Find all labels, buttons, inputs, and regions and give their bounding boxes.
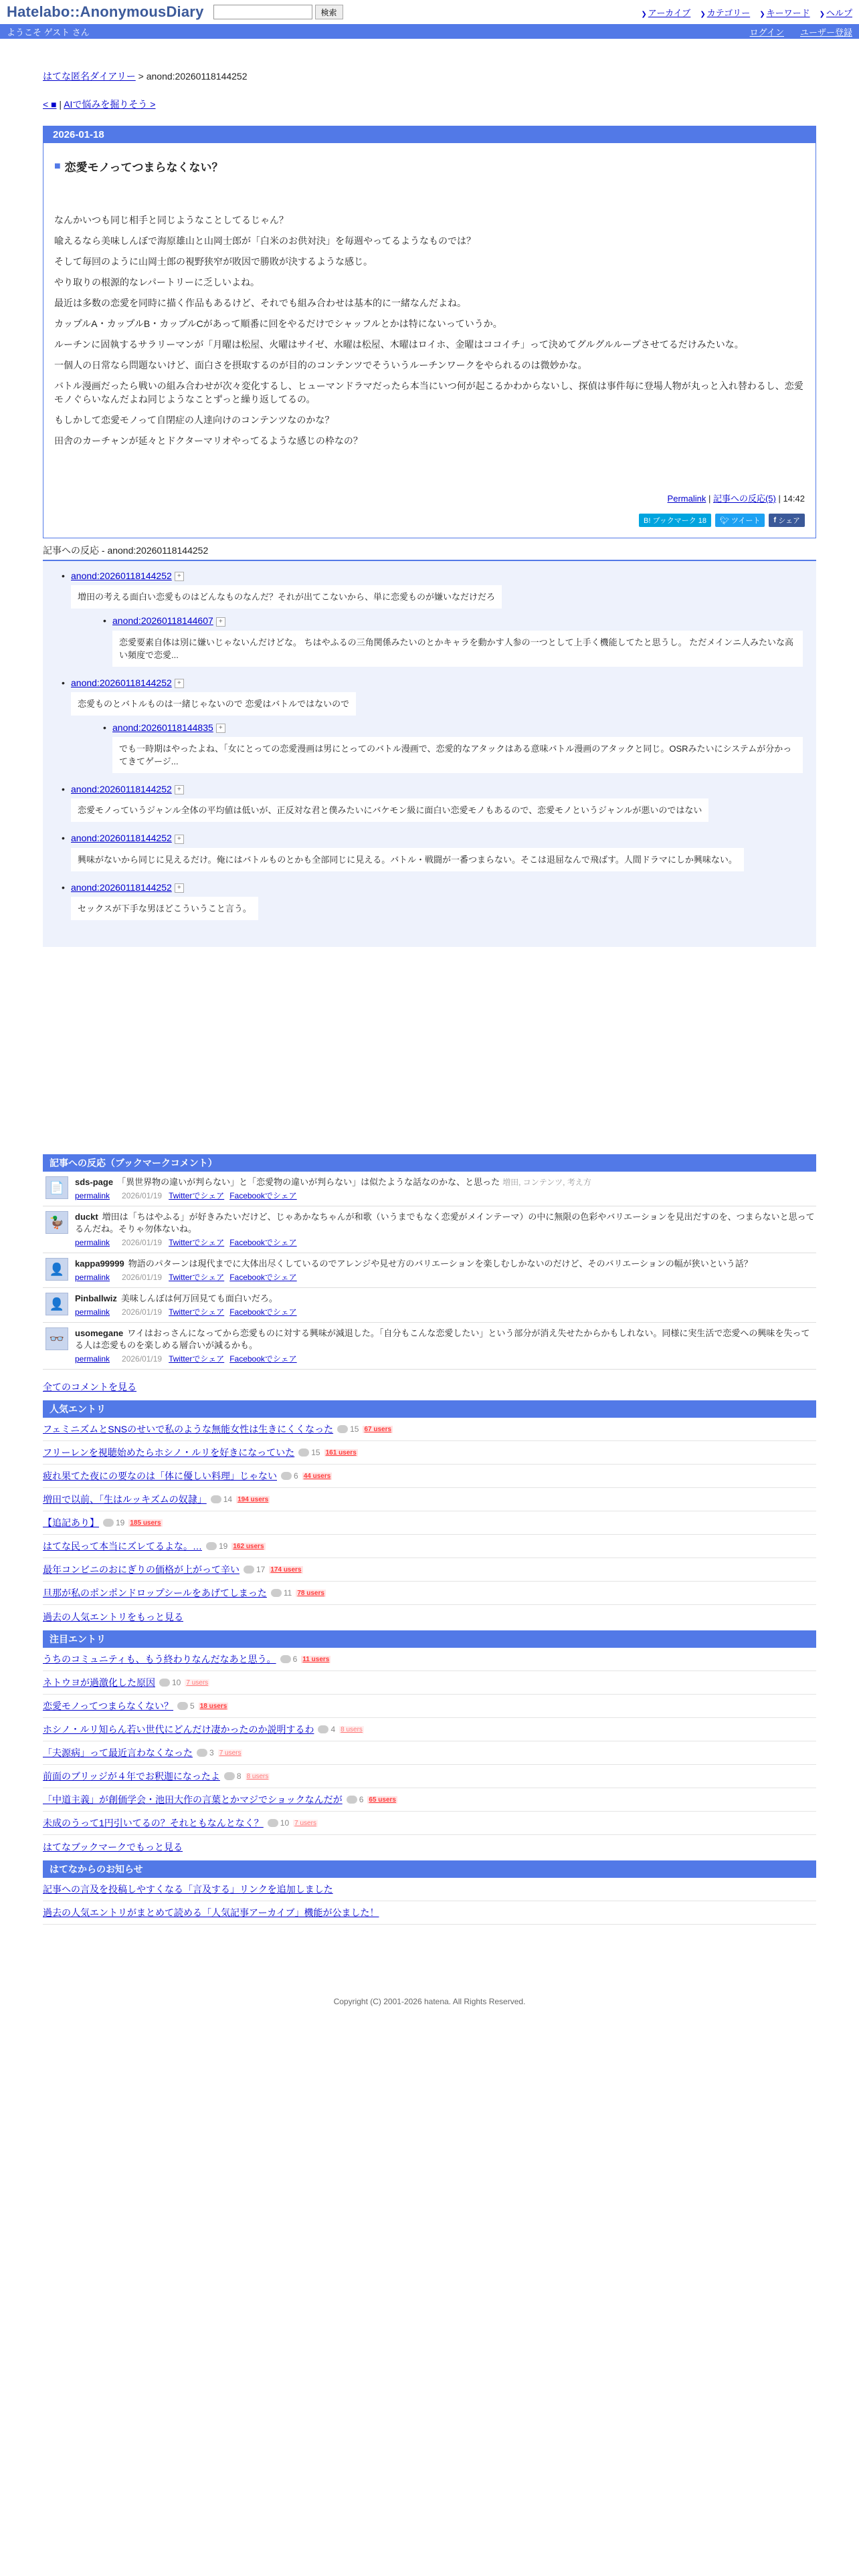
notices-list xyxy=(43,1878,816,1925)
bookmark-users-badge[interactable]: 161 users xyxy=(325,1448,357,1457)
speech-bubble-icon xyxy=(244,1566,254,1574)
reaction-text: セックスが下手な男ほどこういうこと言う。 xyxy=(71,897,258,920)
entry-title-link[interactable]: 【追記あり】 xyxy=(43,1517,99,1529)
speech-bubble-icon xyxy=(206,1542,217,1550)
entry-title-link[interactable]: 未成のうって1円引いてるの？それともなんとなく？ xyxy=(43,1818,264,1829)
tweet-label: ツイート xyxy=(731,517,761,525)
bookmark-facebook-share[interactable]: Facebookでシェア xyxy=(229,1238,297,1248)
search-button[interactable]: 検索 xyxy=(315,5,343,19)
breadcrumb-current: anond:20260118144252 xyxy=(146,71,248,82)
bookmark-comment-row xyxy=(43,1288,816,1323)
bookmark-users-badge[interactable]: 185 users xyxy=(130,1519,161,1527)
article-paragraph: もしかして恋愛モノって自閉症の人達向けのコンテンツなのかな？ xyxy=(54,415,335,425)
entry-row xyxy=(43,1511,816,1535)
bookmark-comment-text: 美味しんぼは何万回見ても面白いだろ。 xyxy=(120,1293,278,1304)
entry-row xyxy=(43,1718,816,1741)
reaction-reply-link[interactable]: anond:20260118144835 xyxy=(112,722,213,733)
entry-row xyxy=(43,1695,816,1718)
reaction-reply-link[interactable]: anond:20260118144607 xyxy=(112,615,213,627)
entry-title-link[interactable]: ホシノ・ルリ知らん若い世代にどんだけ凄かったのか説明するわ xyxy=(43,1724,314,1735)
reactions-list xyxy=(43,561,816,947)
reaction-text: 恋愛ものとバトルものは一緒じゃないので 恋愛はバトルではないので xyxy=(71,692,356,716)
comment-count[interactable] xyxy=(271,1588,292,1598)
article-paragraph: 田舎のカーチャンが延々とドクターマリオやってるような感じの枠なの？ xyxy=(54,435,363,446)
entry-row xyxy=(43,1812,816,1835)
bookmark-users-badge[interactable]: 174 users xyxy=(270,1566,302,1574)
comment-count-value: 15 xyxy=(311,1448,320,1458)
hatena-bookmark-button[interactable]: B! ブックマーク 18 xyxy=(639,514,711,527)
header-nav xyxy=(641,6,852,19)
article-date: 2026-01-18 xyxy=(43,126,816,143)
copyright: Copyright (C) 2001-2026 hatena. All Rights Reserved. xyxy=(333,1997,526,2007)
article-paragraph: なんかいつも同じ相手と同じようなことしてるじゃん？ xyxy=(54,215,288,225)
article-paragraph: ルーチンに固執するサラリーマンが「月曜は松屋、火曜はサイゼ、水曜は松屋、木曜はロイホ、金曜はココイチ」って決めてグルグルループさせてるだけみたいな。 xyxy=(54,339,744,350)
expand-plus-icon[interactable]: + xyxy=(175,572,184,581)
page-avatar-icon[interactable]: 📄 xyxy=(45,1176,68,1199)
comment-count-value: 10 xyxy=(172,1678,181,1688)
breadcrumb xyxy=(43,70,816,83)
chevron-right-icon: ❯ xyxy=(700,10,706,18)
notable-more-link[interactable]: はてなブックマークでもっと見る xyxy=(43,1842,183,1853)
entry-title-link[interactable]: はてな民って本当にズレてるよな。… xyxy=(43,1541,202,1552)
search-input[interactable] xyxy=(213,5,312,19)
bookmark-comment-text: 物語のパターンは現代までに大体出尽くしているのでアレンジや見せ方のバリエーションを楽しむしかないのだけど、そのバリエーションの幅が狭いという話？ xyxy=(128,1259,753,1269)
speech-bubble-icon xyxy=(159,1679,170,1687)
bookmark-users-badge[interactable]: 18 users xyxy=(199,1702,227,1710)
bookmark-comment-body xyxy=(75,1258,816,1283)
comment-count-value: 19 xyxy=(219,1541,228,1551)
bookmark-tags[interactable]: 増田, コンテンツ, 考え方 xyxy=(502,1178,591,1188)
reaction-replies xyxy=(71,722,803,780)
article-time: 14:42 xyxy=(783,494,805,504)
entry-title-link[interactable]: 増田で以前、「生はルッキズムの奴隷」 xyxy=(43,1494,207,1505)
bookmark-users-badge[interactable]: 78 users xyxy=(297,1589,324,1597)
entry-title-link[interactable]: フリーレンを視聴始めたらホシノ・ルリを好きになっていた xyxy=(43,1447,295,1459)
comment-count-value: 5 xyxy=(190,1701,195,1711)
comment-count[interactable] xyxy=(211,1495,232,1504)
site-logo[interactable]: Hatelabo::AnonymousDiary xyxy=(7,3,204,20)
comment-count[interactable] xyxy=(224,1772,242,1781)
prev-entry-link[interactable]: < ■ xyxy=(43,99,57,110)
speech-bubble-icon xyxy=(271,1589,282,1597)
twitter-bird-icon: 🐦︎ xyxy=(720,516,729,525)
entry-title-link[interactable]: 最年コンビニのおにぎりの価格が上がって辛い xyxy=(43,1564,240,1576)
comment-count[interactable] xyxy=(318,1725,335,1734)
bookmark-users-badge[interactable]: 7 users xyxy=(219,1749,242,1757)
reaction-reply-text: でも一時期はやったよね、「女にとっての恋愛漫画は男にとってのバトル漫画で、恋愛的なアタックはある意味バトル漫画のアタックと同じ。OSRみたいにシステムが分かってきてゲージ... xyxy=(112,737,803,773)
bookmark-meta xyxy=(75,1353,816,1364)
bookmark-comment-line xyxy=(75,1293,816,1305)
entry-title-link[interactable]: フェミニズムとSNSのせいで私のような無能女性は生きにくくなった xyxy=(43,1424,334,1435)
tweet-button[interactable] xyxy=(715,514,765,527)
article-paragraph: そして毎回のように山岡士郎の視野狭窄が敗因で勝敗が決するような感じ。 xyxy=(54,256,373,267)
comment-count-value: 8 xyxy=(236,1772,242,1782)
notice-row xyxy=(43,1878,816,1901)
bookmark-comment-line xyxy=(75,1258,816,1270)
bookmark-users-badge[interactable]: 7 users xyxy=(186,1679,209,1687)
bookmark-comments-header: 記事への反応（ブックマークコメント） xyxy=(43,1154,816,1172)
bookmark-user[interactable]: duckt xyxy=(75,1212,98,1222)
reaction-link[interactable]: anond:20260118144252 xyxy=(71,570,172,581)
article-paragraph: 喩えるなら美味しんぼで海原雄山と山岡士郎が「白米のお供対決」を毎週やってるようなものでは？ xyxy=(54,235,476,246)
chevron-right-icon: ❯ xyxy=(641,10,647,18)
welcome-text: ようこそ ゲスト さん xyxy=(7,27,90,37)
expand-plus-icon[interactable]: + xyxy=(175,785,184,794)
facebook-icon: f xyxy=(773,516,777,524)
bookmark-twitter-share[interactable]: Twitterでシェア xyxy=(169,1191,225,1201)
bookmark-comment-body xyxy=(75,1327,816,1364)
bookmark-users-badge[interactable]: 8 users xyxy=(246,1772,269,1780)
bookmark-permalink[interactable]: permalink xyxy=(75,1307,110,1317)
article xyxy=(43,126,816,538)
bookmark-users-badge[interactable]: 11 users xyxy=(302,1655,330,1663)
entry-row xyxy=(43,1788,816,1812)
reaction-reply-text: 恋愛要素自体は別に嫌いじゃないんだけどな。 ちはやふるの三角関係みたいのとかキャラを動かす人参の一つとして上手く機能してたと思うし。 ただメインニ人みたいな高い頻度で恋愛... xyxy=(112,631,803,667)
reactions-header: 記事への反応 - anond:20260118144252 xyxy=(43,544,816,561)
entry-title-link[interactable]: 「中道主義」が創価学会・池田大作の言葉とかマジでショックなんだが xyxy=(43,1794,343,1806)
article-paragraph: カップルA・カップルB・カップルCがあって順番に回をやるだけでシャッフルとかは特にないっていうか。 xyxy=(54,318,502,329)
expand-plus-icon[interactable]: + xyxy=(216,724,225,733)
comment-count-value: 17 xyxy=(256,1565,266,1575)
speech-bubble-icon xyxy=(318,1725,328,1733)
bookmark-users-badge[interactable]: 44 users xyxy=(303,1472,331,1480)
reaction-reply-item xyxy=(98,615,803,673)
bookmark-comment-line xyxy=(75,1327,816,1352)
reaction-item xyxy=(56,833,803,877)
comment-count-value: 3 xyxy=(209,1748,214,1758)
bookmark-users-badge[interactable]: 65 users xyxy=(369,1796,396,1804)
article-paragraph: 一個人の日常なら問題ないけど、面白さを摂取するのが目的のコンテンツでそういうルーチンワークをやられるのは微妙かな。 xyxy=(54,360,587,370)
notice-link[interactable]: 記事への言及を投稿しやすくなる「言及する」リンクを追加しました xyxy=(43,1884,333,1895)
comment-count-value: 6 xyxy=(292,1654,298,1665)
comment-count-value: 19 xyxy=(116,1518,125,1528)
nav-archive-link[interactable]: アーカイブ xyxy=(648,7,691,18)
entry-title-link[interactable]: ネトウヨが過激化した原因 xyxy=(43,1677,155,1689)
bookmark-facebook-share[interactable]: Facebookでシェア xyxy=(229,1307,297,1317)
comment-count[interactable] xyxy=(337,1424,359,1434)
facebook-share-label: シェア xyxy=(778,517,800,525)
nav-help[interactable] xyxy=(820,6,852,19)
facebook-share-button[interactable] xyxy=(769,514,805,527)
notice-row xyxy=(43,1901,816,1925)
reaction-text: 増田の考える面白い恋愛ものはどんなものなんだ？それが出てこないから、単に恋愛ものが嫌いなだけだろ xyxy=(71,585,502,609)
entry-title-link[interactable]: うちのコミュニティも、もう終わりなんだなあと思う。 xyxy=(43,1654,276,1665)
entry-row xyxy=(43,1671,816,1695)
bookmark-comment-body xyxy=(75,1293,816,1317)
bookmark-permalink[interactable]: permalink xyxy=(75,1191,110,1201)
entry-row xyxy=(43,1488,816,1511)
article-text xyxy=(54,213,805,447)
reactions-link[interactable]: 記事への反応(5) xyxy=(712,494,776,504)
bookmark-user[interactable]: usomegane xyxy=(75,1328,124,1339)
comment-count-value: 14 xyxy=(223,1495,233,1505)
bookmark-permalink[interactable]: permalink xyxy=(75,1354,110,1364)
expand-plus-icon[interactable]: + xyxy=(175,883,184,893)
speech-bubble-icon xyxy=(177,1702,188,1710)
site-header xyxy=(0,0,859,24)
speech-bubble-icon xyxy=(268,1819,278,1827)
expand-plus-icon[interactable]: + xyxy=(216,617,225,627)
entry-title-link[interactable]: 恋愛モノってつまらなくない？ xyxy=(43,1701,174,1712)
comment-count-value: 10 xyxy=(280,1818,290,1828)
bookmark-comment-body xyxy=(75,1176,816,1201)
reaction-link[interactable]: anond:20260118144252 xyxy=(71,881,172,893)
bookmark-meta xyxy=(75,1237,816,1248)
article-title-text: 恋愛モノってつまらなくない？ xyxy=(64,161,223,174)
speech-bubble-icon xyxy=(281,1472,292,1480)
permalink-link[interactable]: Permalink xyxy=(667,494,706,504)
nav-keyword[interactable] xyxy=(759,6,809,19)
bookmark-users-badge[interactable]: 67 users xyxy=(364,1425,392,1433)
speech-bubble-icon xyxy=(103,1519,114,1527)
bookmark-permalink[interactable]: permalink xyxy=(75,1273,110,1283)
comment-count[interactable] xyxy=(103,1518,124,1527)
bookmark-date: 2026/01/19 xyxy=(122,1238,163,1248)
comment-count-value: 4 xyxy=(330,1725,336,1735)
search-box xyxy=(213,5,343,19)
bookmark-date: 2026/01/19 xyxy=(122,1191,163,1201)
entry-row xyxy=(43,1648,816,1671)
bookmark-twitter-share[interactable]: Twitterでシェア xyxy=(169,1238,225,1248)
bookmark-twitter-share[interactable]: Twitterでシェア xyxy=(169,1273,225,1283)
reaction-item xyxy=(56,570,803,673)
nav-archive[interactable] xyxy=(641,6,690,19)
speech-bubble-icon xyxy=(347,1796,357,1804)
chevron-right-icon: ❯ xyxy=(759,10,765,18)
comment-count[interactable] xyxy=(177,1701,195,1711)
speech-bubble-icon xyxy=(211,1495,221,1503)
speech-bubble-icon xyxy=(224,1772,235,1780)
bookmark-twitter-share[interactable]: Twitterでシェア xyxy=(169,1354,225,1364)
comment-count[interactable] xyxy=(347,1795,364,1804)
nav-category[interactable] xyxy=(700,6,750,19)
speech-bubble-icon xyxy=(280,1655,291,1663)
article-paragraph: やり取りの根源的なレパートリーに乏しいよね。 xyxy=(54,277,260,288)
bookmark-facebook-share[interactable]: Facebookでシェア xyxy=(229,1354,297,1364)
bookmark-comment-text: 「異世界物の違いが判らない」と「恋愛物の違いが判らない」は似たような話なのかな、と思った xyxy=(117,1177,500,1188)
entry-row xyxy=(43,1418,816,1441)
comment-count[interactable] xyxy=(159,1678,181,1687)
bookmark-comment-row xyxy=(43,1172,816,1206)
breadcrumb-separator: > xyxy=(135,71,147,82)
glasses-avatar-icon[interactable]: 👓 xyxy=(45,1327,68,1350)
bookmark-comment-body xyxy=(75,1211,816,1248)
bookmark-user[interactable]: sds-page xyxy=(75,1177,114,1188)
reaction-link[interactable]: anond:20260118144252 xyxy=(71,833,172,844)
entry-title-link[interactable]: 旦那が私のポンポンドロップシールをあげてしまった xyxy=(43,1588,267,1599)
comment-count-value: 15 xyxy=(350,1424,359,1434)
bookmark-date: 2026/01/19 xyxy=(122,1307,163,1317)
notable-entries-header: 注目エントリ xyxy=(43,1630,816,1648)
expand-plus-icon[interactable]: + xyxy=(175,679,184,688)
comment-count[interactable] xyxy=(206,1541,227,1551)
article-paragraph: 最近は多数の恋愛を同時に描く作品もあるけど、それでも組み合わせは基本的に一緒なんだよね。 xyxy=(54,298,466,308)
bookmark-facebook-share[interactable]: Facebookでシェア xyxy=(229,1273,297,1283)
entry-row xyxy=(43,1535,816,1558)
all-comments-link[interactable]: 全てのコメントを見る xyxy=(43,1382,136,1393)
reaction-item xyxy=(56,882,803,927)
square-bullet-icon: ■ xyxy=(54,160,61,172)
user-bar xyxy=(0,24,859,39)
duck-avatar-icon[interactable]: 🦆 xyxy=(45,1211,68,1234)
bookmark-comments-list xyxy=(43,1172,816,1370)
comment-count[interactable] xyxy=(281,1471,298,1481)
popular-more-link[interactable]: 過去の人気エントリをもっと見る xyxy=(43,1612,183,1623)
entry-row xyxy=(43,1765,816,1788)
comment-count[interactable] xyxy=(268,1818,289,1828)
article-title xyxy=(54,158,805,175)
entry-row xyxy=(43,1582,816,1605)
entry-row xyxy=(43,1465,816,1488)
comment-count[interactable] xyxy=(244,1565,265,1574)
reaction-replies xyxy=(71,615,803,673)
reaction-item xyxy=(56,784,803,829)
diary-nav xyxy=(43,98,816,111)
entry-title-link[interactable]: 前面のブリッジが４年でお釈迦になったよ xyxy=(43,1771,220,1782)
bookmark-facebook-share[interactable]: Facebookでシェア xyxy=(229,1191,297,1201)
article-paragraph: バトル漫画だったら戦いの組み合わせが次々変化するし、ヒューマンドラマだったら本当にいつ何が起こるかわからないし、探偵は事件毎に登場人物が丸っと入れ替わるし、恋愛モノぐらいなんだよね同じようなことずっと繰り返してるの。 xyxy=(54,381,803,405)
speech-bubble-icon xyxy=(197,1749,207,1757)
default-avatar-icon[interactable]: 👤 xyxy=(45,1293,68,1315)
bookmark-user[interactable]: Pinballwiz xyxy=(75,1293,117,1304)
bookmark-meta xyxy=(75,1190,816,1201)
comment-count-value: 6 xyxy=(359,1795,364,1805)
register-link[interactable]: ユーザー登録 xyxy=(799,27,852,37)
comment-count[interactable] xyxy=(298,1448,320,1457)
bookmark-comment-row xyxy=(43,1206,816,1253)
bookmark-comment-text: ワイはおっさんになってから恋愛ものに対する興味が減退した。「自分もこんな恋愛したい」という部分が消え失せたからかもしれない。同様に実生活で恋愛への興味を失ってる人は恋愛ものを楽しめる層合いが減るかも。 xyxy=(75,1328,810,1351)
bookmark-comment-line xyxy=(75,1176,816,1188)
entry-title-link[interactable]: 疲れ果てた夜にの要なのは「体に優しい料理」じゃない xyxy=(43,1471,277,1482)
nav-help-link[interactable]: ヘルプ xyxy=(826,7,852,18)
login-link[interactable]: ログイン xyxy=(749,27,784,37)
nav-keyword-link[interactable]: キーワード xyxy=(766,7,810,18)
bookmark-permalink[interactable]: permalink xyxy=(75,1238,110,1248)
speech-bubble-icon xyxy=(337,1425,348,1433)
reaction-item xyxy=(56,677,803,780)
bookmark-twitter-share[interactable]: Twitterでシェア xyxy=(169,1307,225,1317)
notable-entries-list xyxy=(43,1648,816,1835)
next-entry-link[interactable]: AIで悩みを掘りそう > xyxy=(64,99,156,110)
breadcrumb-home[interactable]: はてな匿名ダイアリー xyxy=(43,71,136,82)
article-footer: Permalink | 記事への反応(5) | 14:42 xyxy=(667,494,805,504)
comment-count[interactable] xyxy=(197,1748,214,1757)
notices-header: はてなからのお知らせ xyxy=(43,1860,816,1878)
article-body xyxy=(43,143,816,538)
bookmark-users-badge[interactable]: 7 users xyxy=(294,1819,316,1827)
comment-count-value: 11 xyxy=(283,1588,292,1598)
comment-count[interactable] xyxy=(280,1654,298,1664)
entry-title-link[interactable]: 「夫源病」って最近言わなくなった xyxy=(43,1747,193,1759)
share-buttons xyxy=(54,514,805,527)
bookmark-users-badge[interactable]: 194 users xyxy=(237,1495,269,1503)
bookmark-comment-row xyxy=(43,1323,816,1370)
bookmark-comment-line xyxy=(75,1211,816,1235)
entry-row xyxy=(43,1741,816,1765)
speech-bubble-icon xyxy=(298,1448,309,1457)
main-content xyxy=(43,39,816,2006)
reaction-text: 興味がないから同じに見えるだけ。俺にはバトルものとかも全部同じに見える。バトル・戦闘が一番つまらない。そこは退屈なんで飛ばす。人間ドラマにしか興味ない。 xyxy=(71,848,744,871)
reaction-reply-item xyxy=(98,722,803,780)
bookmark-users-badge[interactable]: 8 users xyxy=(341,1725,363,1733)
bookmark-comment-row xyxy=(43,1253,816,1288)
bookmark-meta xyxy=(75,1271,816,1283)
bookmark-users-badge[interactable]: 162 users xyxy=(233,1542,264,1550)
bookmark-date: 2026/01/19 xyxy=(122,1354,163,1364)
nav-category-link[interactable]: カテゴリー xyxy=(706,7,751,18)
popular-entries-list xyxy=(43,1418,816,1605)
bookmark-date: 2026/01/19 xyxy=(122,1273,163,1283)
notice-link[interactable]: 過去の人気エントリがまとめて読める「人気記事アーカイブ」機能が公ました！ xyxy=(43,1907,379,1919)
default-avatar-icon[interactable]: 👤 xyxy=(45,1258,68,1281)
entry-row xyxy=(43,1558,816,1582)
bookmark-comment-text: 増田は「ちはやふる」が好きみたいだけど、じゃあかなちゃんが和歌（いうまでもなく恋愛がメインテーマ）の中に無限の色彩やバリエーションを見出だすのを、つまらないと思ってるんだね。そりゃ勿体ないね。 xyxy=(75,1212,815,1235)
chevron-right-icon: ❯ xyxy=(819,10,825,18)
entry-row xyxy=(43,1441,816,1465)
popular-entries-header: 人気エントリ xyxy=(43,1400,816,1418)
reaction-link[interactable]: anond:20260118144252 xyxy=(71,677,172,688)
bookmark-meta xyxy=(75,1306,816,1317)
reaction-link[interactable]: anond:20260118144252 xyxy=(71,784,172,795)
expand-plus-icon[interactable]: + xyxy=(175,835,184,844)
reaction-text: 恋愛モノっていうジャンル全体の平均値は低いが、正反対な君と僕みたいにバケモン級に面白い恋愛モノもあるので、恋愛モノというジャンルが悪いのではない xyxy=(71,798,708,822)
bookmark-user[interactable]: kappa99999 xyxy=(75,1259,124,1269)
diary-nav-separator: | xyxy=(56,99,64,110)
comment-count-value: 6 xyxy=(294,1471,298,1481)
